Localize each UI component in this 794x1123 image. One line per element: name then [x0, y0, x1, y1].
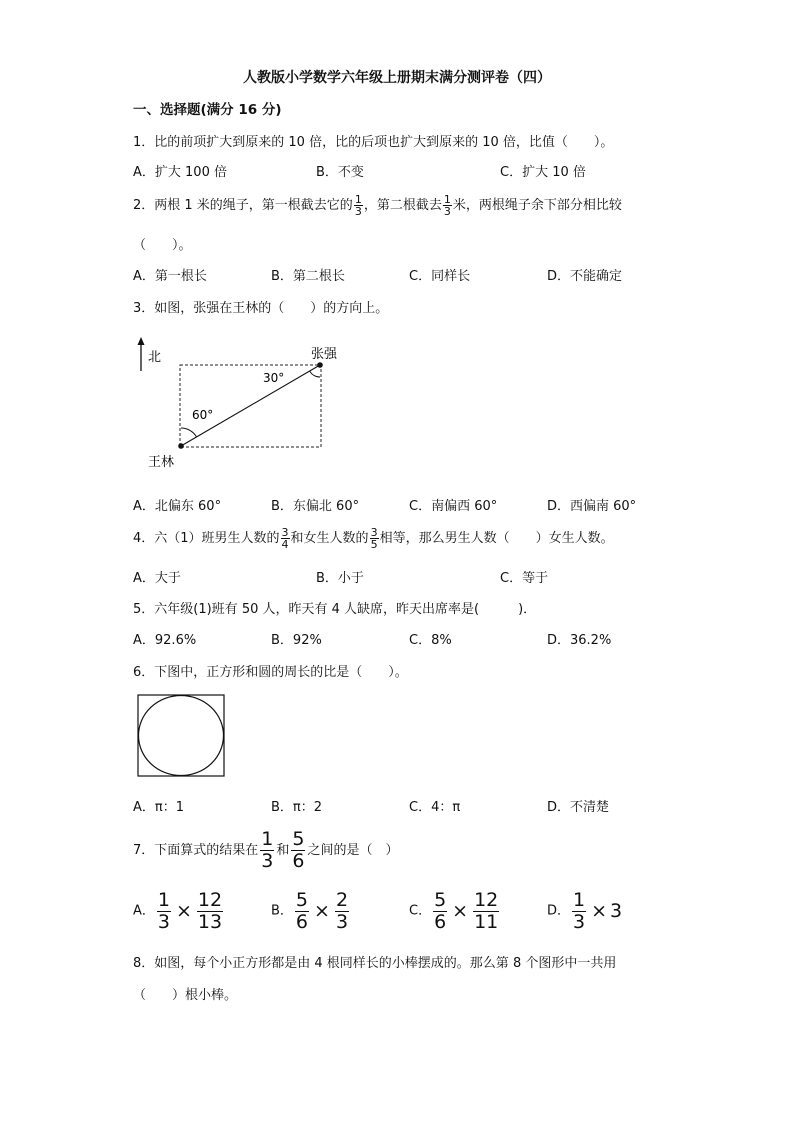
question-5-option-b[interactable]: B．92%	[271, 633, 322, 648]
question-6-option-b[interactable]: B．π：2	[271, 800, 323, 815]
fraction-denominator: 5	[370, 538, 378, 551]
angle-arc-30	[310, 371, 320, 377]
fraction-denominator: 3	[443, 205, 451, 218]
question-2-text: 2．两根 1 米的绳子，第一根截去它的	[133, 198, 353, 213]
times-sign: ×	[314, 900, 330, 922]
question-5-stem: 5．六年级(1)班有 50 人，昨天有 4 人缺席，昨天出席率是( )．	[133, 602, 537, 617]
question-3-option-b[interactable]: B．东偏北 60°	[271, 499, 360, 514]
question-5-option-c[interactable]: C．8%	[409, 633, 452, 648]
fraction-denominator: 3	[157, 910, 170, 933]
times-sign: ×	[591, 900, 608, 922]
question-2-stem-line2: （ ）。	[133, 238, 192, 253]
fraction	[354, 194, 363, 217]
fraction-denominator: 3	[261, 850, 274, 872]
question-7-option-d[interactable]	[547, 888, 622, 935]
fraction-numerator: 12	[474, 888, 499, 911]
fraction-numerator: 5	[292, 828, 305, 850]
question-4-text: 和女生人数的	[290, 531, 369, 546]
fraction-numerator: 1	[261, 828, 274, 850]
fraction-denominator: 11	[474, 910, 499, 933]
question-6-option-a[interactable]: A．π：1	[133, 800, 184, 815]
option-label: B．	[271, 903, 293, 919]
fraction-numerator: 5	[434, 888, 447, 911]
question-7-text: 7．下面算式的结果在	[133, 843, 259, 858]
fraction-denominator: 3	[335, 910, 349, 933]
question-1-option-b[interactable]: B．不变	[316, 165, 364, 180]
fraction	[572, 890, 586, 933]
question-2-stem	[133, 189, 622, 223]
question-7-text: 之间的是（ ）	[307, 843, 399, 858]
question-2-option-a[interactable]: A．第一根长	[133, 269, 207, 284]
fraction-numerator: 3	[281, 526, 289, 539]
fraction-denominator: 6	[434, 910, 447, 933]
question-3-stem: 3．如图，张强在王林的（ ）的方向上。	[133, 301, 389, 316]
fraction-numerator: 3	[370, 526, 378, 539]
fraction	[335, 890, 349, 933]
fraction	[197, 890, 223, 933]
question-1-option-a[interactable]: A．扩大 100 倍	[133, 165, 227, 180]
option-label: D．	[547, 903, 571, 919]
question-3-option-d[interactable]: D．西偏南 60°	[547, 499, 637, 514]
fraction-numerator: 5	[295, 888, 309, 911]
fraction-denominator: 3	[354, 205, 362, 218]
question-4-text: 4．六（1）班男生人数的	[133, 531, 280, 546]
integer-value: 3	[610, 900, 623, 922]
times-sign: ×	[452, 900, 469, 922]
fraction-denominator: 4	[281, 538, 289, 551]
question-7-text: 和	[276, 843, 290, 858]
fraction	[433, 890, 447, 933]
angle-arc-60	[181, 428, 197, 437]
angle-label-60: 60°	[192, 408, 214, 422]
question-7-option-c[interactable]	[409, 888, 501, 935]
square-circle-figure	[137, 694, 227, 779]
fraction	[295, 890, 309, 933]
wanglin-label: 王林	[148, 455, 175, 470]
question-3-option-c[interactable]: C．南偏西 60°	[409, 499, 498, 514]
option-label: C．	[409, 903, 432, 919]
fraction-denominator: 13	[197, 910, 223, 933]
question-3-option-a[interactable]: A．北偏东 60°	[133, 499, 222, 514]
question-2-option-d[interactable]: D．不能确定	[547, 269, 623, 284]
fraction	[473, 890, 499, 933]
zhangqiang-point	[317, 362, 323, 368]
question-4-option-c[interactable]: C．等于	[500, 571, 549, 586]
fraction-numerator: 1	[157, 888, 170, 911]
question-4-text: 相等，那么男生人数（ ）女生人数。	[379, 531, 614, 546]
fraction-denominator: 3	[573, 910, 586, 933]
fraction	[443, 194, 452, 217]
question-7-stem	[133, 828, 399, 874]
connecting-line	[181, 365, 320, 446]
question-8-stem: 8．如图，每个小正方形都是由 4 根同样长的小棒摆成的。那么第 8 个图形中一共用	[133, 956, 617, 971]
zhangqiang-label: 张强	[311, 347, 338, 362]
question-2-option-c[interactable]: C．同样长	[409, 269, 471, 284]
fraction-numerator: 1	[354, 193, 362, 206]
fraction-numerator: 1	[573, 888, 586, 911]
fraction	[281, 527, 290, 550]
question-1-option-c[interactable]: C．扩大 10 倍	[500, 165, 586, 180]
north-label: 北	[148, 350, 162, 365]
question-2-text: 米，两根绳子余下部分相比较	[452, 198, 622, 213]
question-6-option-d[interactable]: D．不清楚	[547, 800, 610, 815]
question-7-option-a[interactable]	[133, 888, 225, 935]
circle-shape	[139, 696, 224, 776]
question-4-option-b[interactable]: B．小于	[316, 571, 364, 586]
question-4-stem	[133, 522, 614, 556]
question-6-stem: 6．下图中，正方形和圆的周长的比是（ ）。	[133, 665, 408, 680]
question-5-option-d[interactable]: D．36.2%	[547, 633, 612, 648]
fraction	[157, 890, 171, 933]
question-8-stem-line2: （ ）根小棒。	[133, 988, 238, 1003]
question-4-option-a[interactable]: A．大于	[133, 571, 181, 586]
angle-label-30: 30°	[263, 371, 285, 385]
question-6-option-c[interactable]: C．4：π	[409, 800, 461, 815]
question-5-option-a[interactable]: A．92.6%	[133, 633, 197, 648]
wanglin-point	[178, 443, 184, 449]
fraction	[260, 829, 274, 872]
question-2-option-b[interactable]: B．第二根长	[271, 269, 345, 284]
option-label: A．	[133, 903, 155, 919]
question-1-stem: 1．比的前项扩大到原来的 10 倍，比的后项也扩大到原来的 10 倍，比值（ ）。	[133, 135, 614, 150]
fraction-numerator: 1	[443, 193, 451, 206]
times-sign: ×	[176, 900, 192, 922]
north-arrow-icon	[138, 337, 145, 345]
fraction-numerator: 12	[197, 888, 223, 911]
fraction-denominator: 6	[295, 910, 309, 933]
fraction	[370, 527, 379, 550]
fraction-denominator: 6	[292, 850, 305, 872]
section-heading: 一、选择题(满分 16 分)	[133, 102, 282, 118]
fraction	[291, 829, 305, 872]
fraction-numerator: 2	[335, 888, 349, 911]
question-7-option-b[interactable]	[271, 888, 351, 935]
page-title: 人教版小学数学六年级上册期末满分测评卷（四）	[243, 70, 551, 86]
question-2-text: ，第二根截去	[363, 198, 442, 213]
direction-diagram	[130, 335, 360, 475]
